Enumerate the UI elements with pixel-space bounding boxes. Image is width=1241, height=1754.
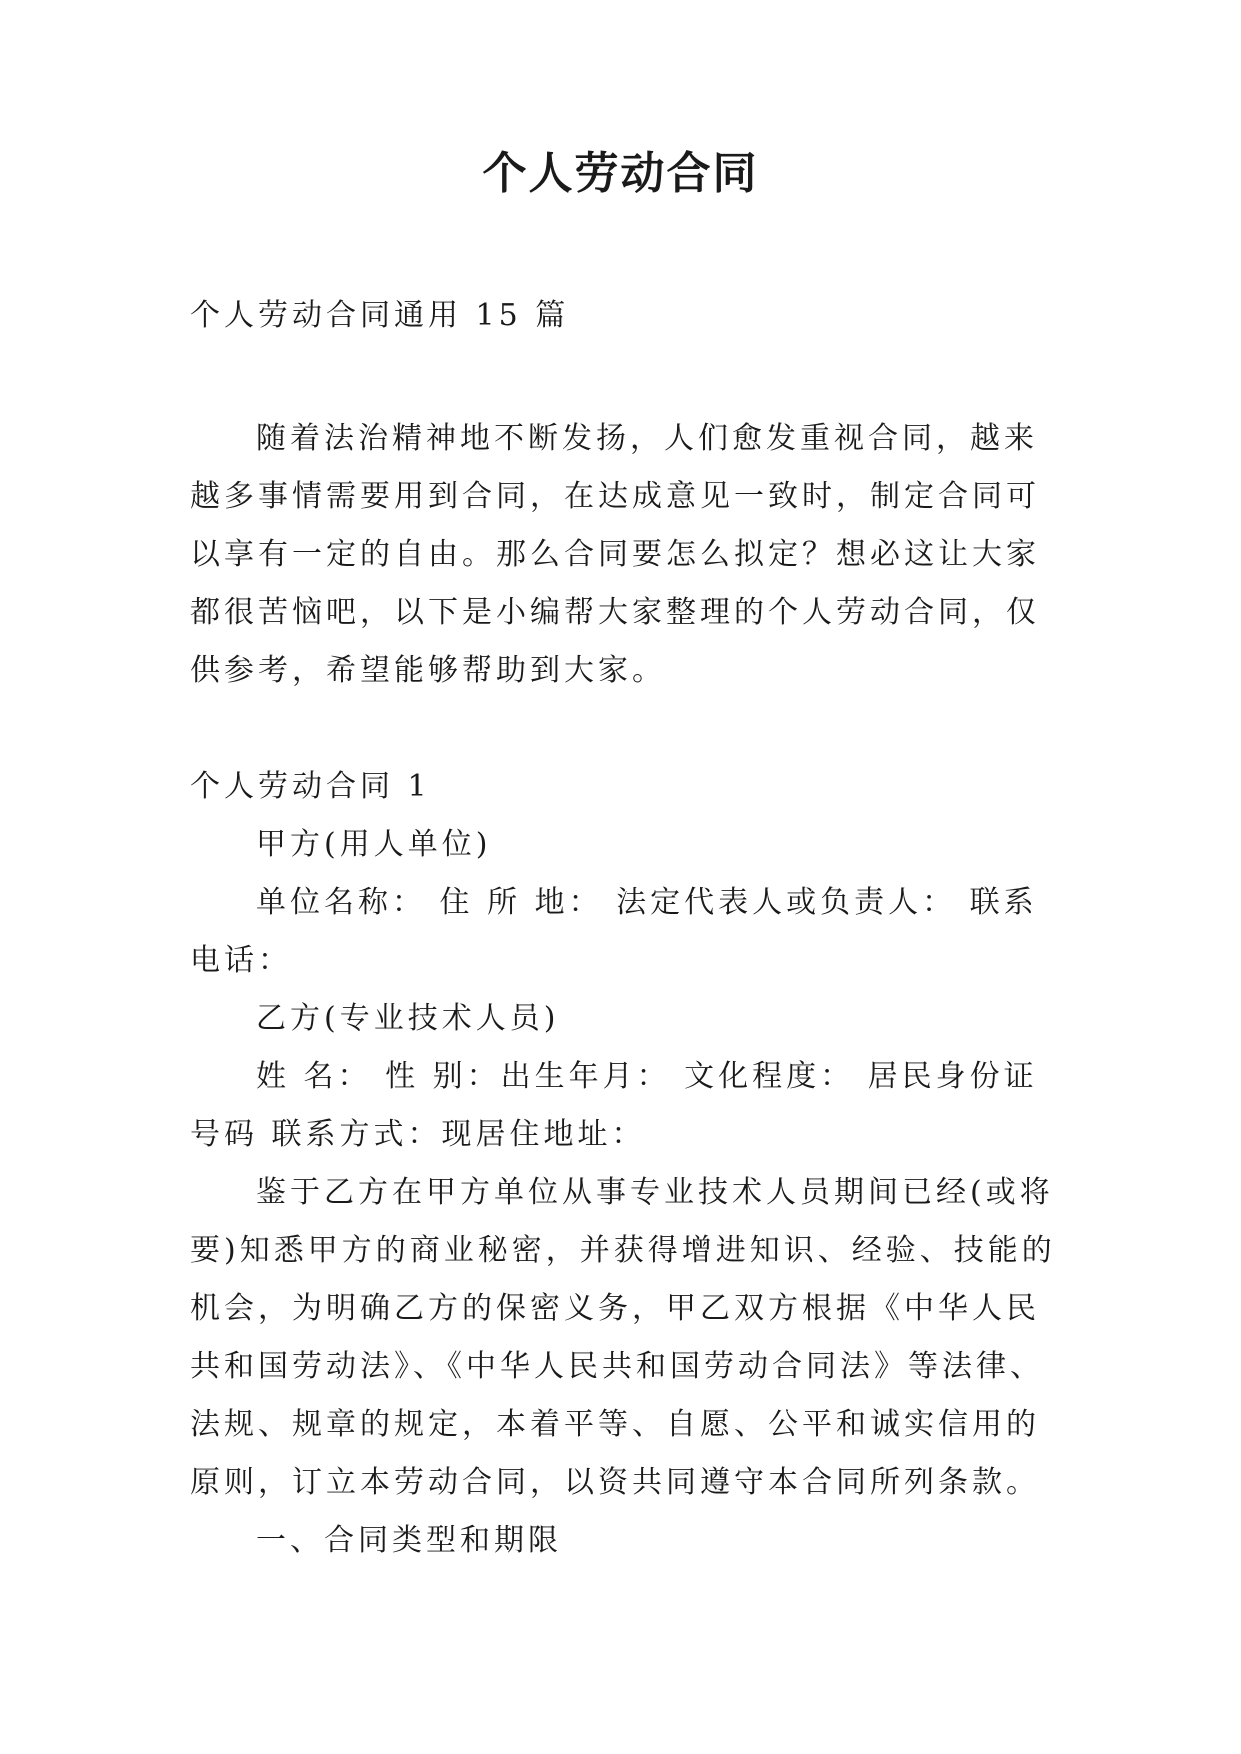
party-b-label: 乙方(专业技术人员)	[256, 1001, 560, 1036]
party-b-fields: 姓 名： 性 别：出生年月： 文化程度： 居民身份证号码 联系方式：现居住地址：	[190, 1059, 1038, 1152]
party-a-label: 甲方(用人单位)	[256, 827, 492, 862]
section-heading: 个人劳动合同 1	[190, 769, 431, 804]
recital-paragraph: 鉴于乙方在甲方单位从事专业技术人员期间已经(或将要)知悉甲方的商业秘密，并获得增进知识、经验、技能的机会，为明确乙方的保密义务，甲乙双方根据《中华人民共和国劳动法》、《中华人民共和国劳动合同法》等法律、法规、规章的规定，本着平等、自愿、公平和诚实信用的原则，订立本劳动合同，以资共同遵守本合同所列条款。	[190, 1175, 1056, 1500]
document-title: 个人劳动合同	[482, 148, 759, 199]
intro-paragraph: 随着法治精神地不断发扬，人们愈发重视合同，越来越多事情需要用到合同，在达成意见一致时，制定合同可以享有一定的自由。那么合同要怎么拟定？想必这让大家都很苦恼吧，以下是小编帮大家整理的个人劳动合同，仅供参考，希望能够帮助到大家。	[190, 421, 1040, 688]
document-subtitle: 个人劳动合同通用 15 篇	[190, 298, 570, 333]
clause-heading: 一、合同类型和期限	[256, 1523, 562, 1558]
party-a-fields: 单位名称： 住 所 地： 法定代表人或负责人： 联系电话：	[190, 885, 1038, 978]
